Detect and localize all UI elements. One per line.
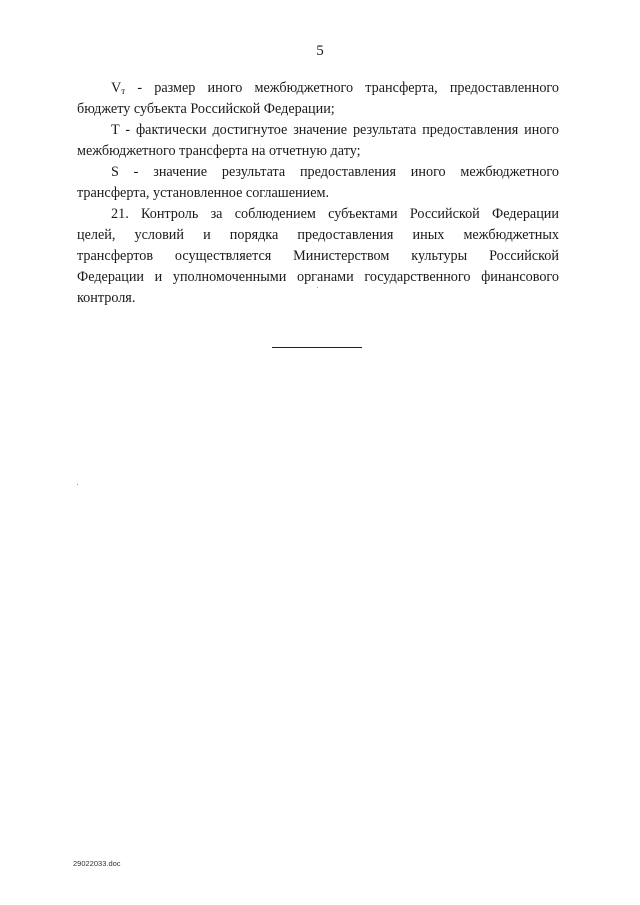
scan-speck: [77, 484, 78, 485]
page-number: 5: [316, 43, 324, 59]
paragraph-21: [77, 204, 559, 309]
paragraph-21-line-2: целей, условий и порядка предоставления иных межбюджетных: [77, 227, 559, 243]
scan-speck: [317, 287, 318, 288]
paragraph-vt-text: - размер иного межбюджетного трансферта, предоставленного бюджету субъекта Российской Федерации;: [77, 80, 559, 117]
paragraph-vt-definition: [77, 78, 559, 120]
variable-vt-subscript: т: [121, 86, 126, 96]
paragraph-21-line-1: 21. Контроль за соблюдением субъектами Российской Федерации: [111, 206, 559, 222]
paragraph-21-line-5: контроля.: [77, 290, 136, 306]
paragraph-s-definition: S - значение результата предоставления иного межбюджетного трансферта, установленное соглашением.: [77, 164, 559, 201]
end-of-text-separator: [272, 347, 362, 348]
variable-vt: [111, 80, 125, 96]
paragraph-21-line-4: Федерации и уполномоченными органами государственного финансового: [77, 269, 559, 285]
paragraph-21-line-3: трансфертов осуществляется Министерством культуры Российской: [77, 248, 559, 264]
variable-vt-letter: V: [111, 80, 122, 96]
footer-filename: 29022033.doc: [73, 859, 121, 868]
document-body: [77, 78, 559, 309]
paragraph-t-definition: T - фактически достигнутое значение результата предоставления иного межбюджетного трансферта на отчетную дату;: [77, 122, 559, 159]
